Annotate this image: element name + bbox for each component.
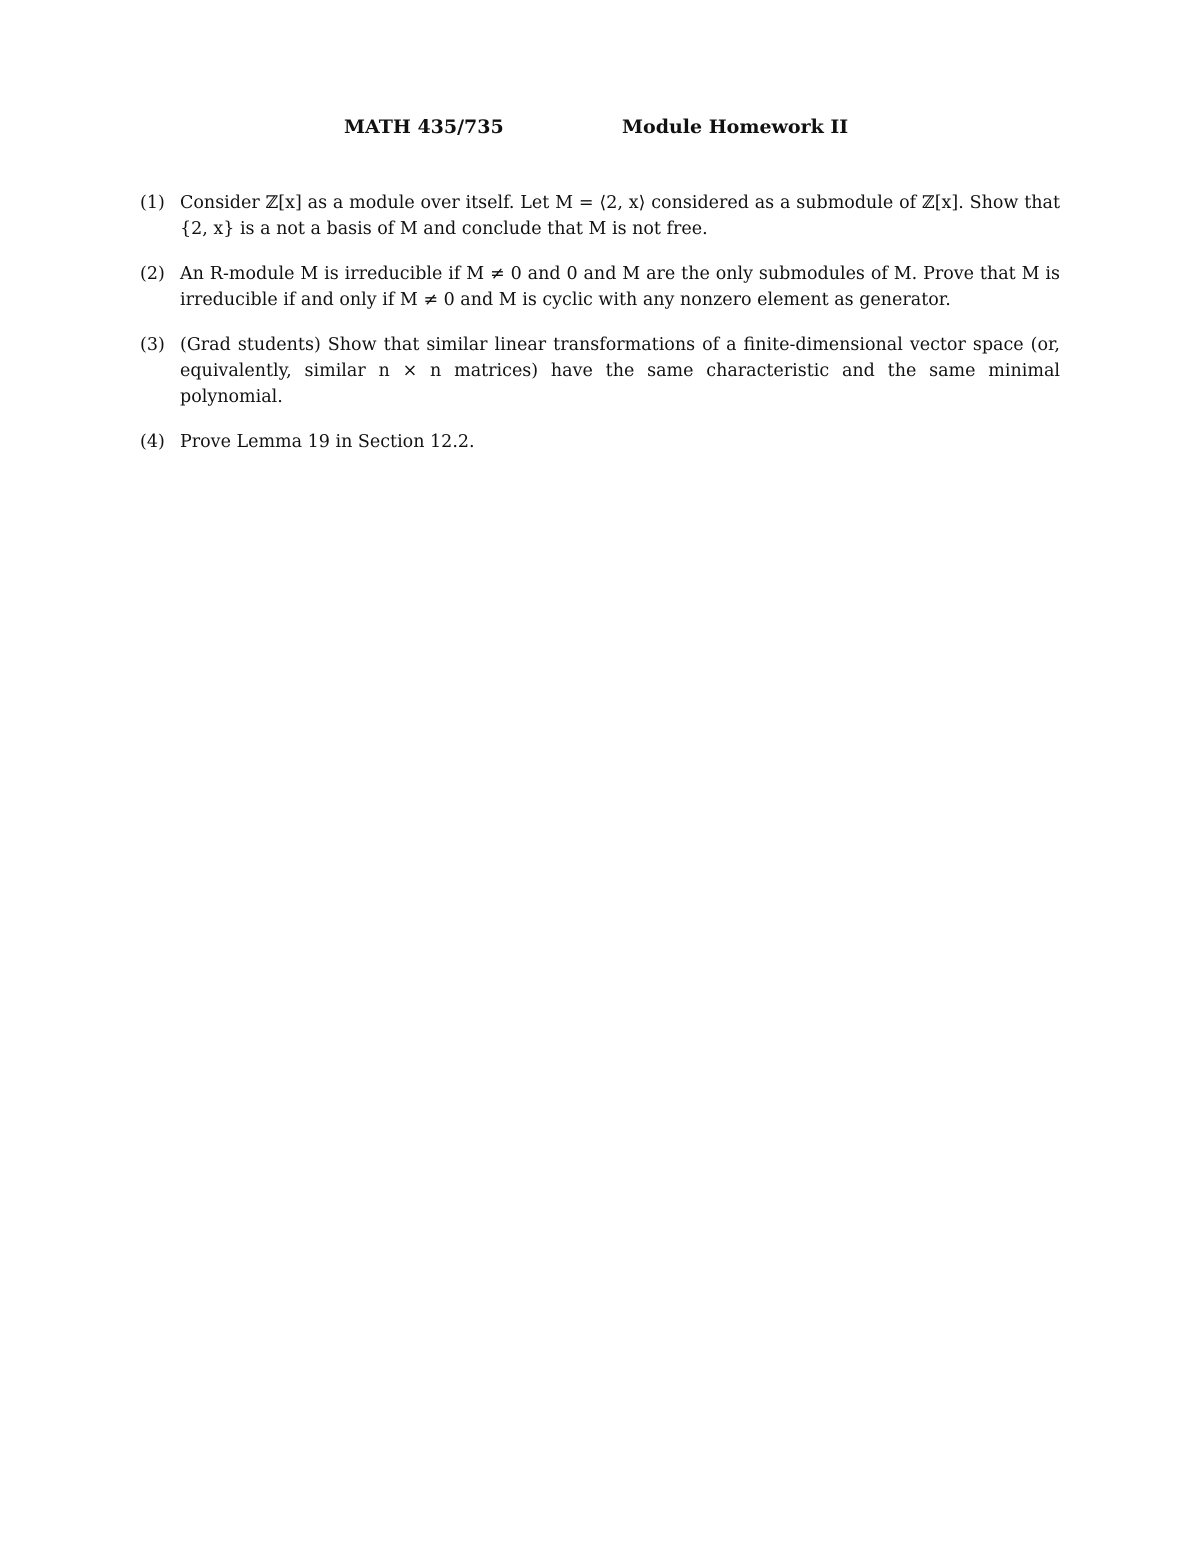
page-title: Module Homework II xyxy=(622,116,849,138)
problem-text: Consider ℤ[x] as a module over itself. Let M = ⟨2, x⟩ considered as a submodule of ℤ[x]. Show that {2, x} is a not a basis of M and conclude that M is not free. xyxy=(180,193,1060,239)
problem-number: (1) xyxy=(140,193,165,213)
problem-item xyxy=(140,429,1060,455)
problem-item xyxy=(140,190,1060,242)
problem-number: (4) xyxy=(140,432,165,452)
problem-text: (Grad students) Show that similar linear transformations of a finite-dimensional vector space (or, equivalently, similar n × n matrices) have the same characteristic and the same minimal polynomial. xyxy=(180,335,1060,407)
problem-list xyxy=(140,190,1060,474)
course-code: MATH 435/735 xyxy=(344,116,504,138)
page-header xyxy=(0,116,1200,146)
problem-item xyxy=(140,261,1060,313)
problem-number: (2) xyxy=(140,264,165,284)
problem-text: Prove Lemma 19 in Section 12.2. xyxy=(180,432,475,452)
problem-item xyxy=(140,332,1060,410)
problem-number: (3) xyxy=(140,335,165,355)
problem-text: An R-module M is irreducible if M ≠ 0 and 0 and M are the only submodules of M. Prove that M is irreducible if and only if M ≠ 0 and M is cyclic with any nonzero element as generator. xyxy=(180,264,1060,310)
